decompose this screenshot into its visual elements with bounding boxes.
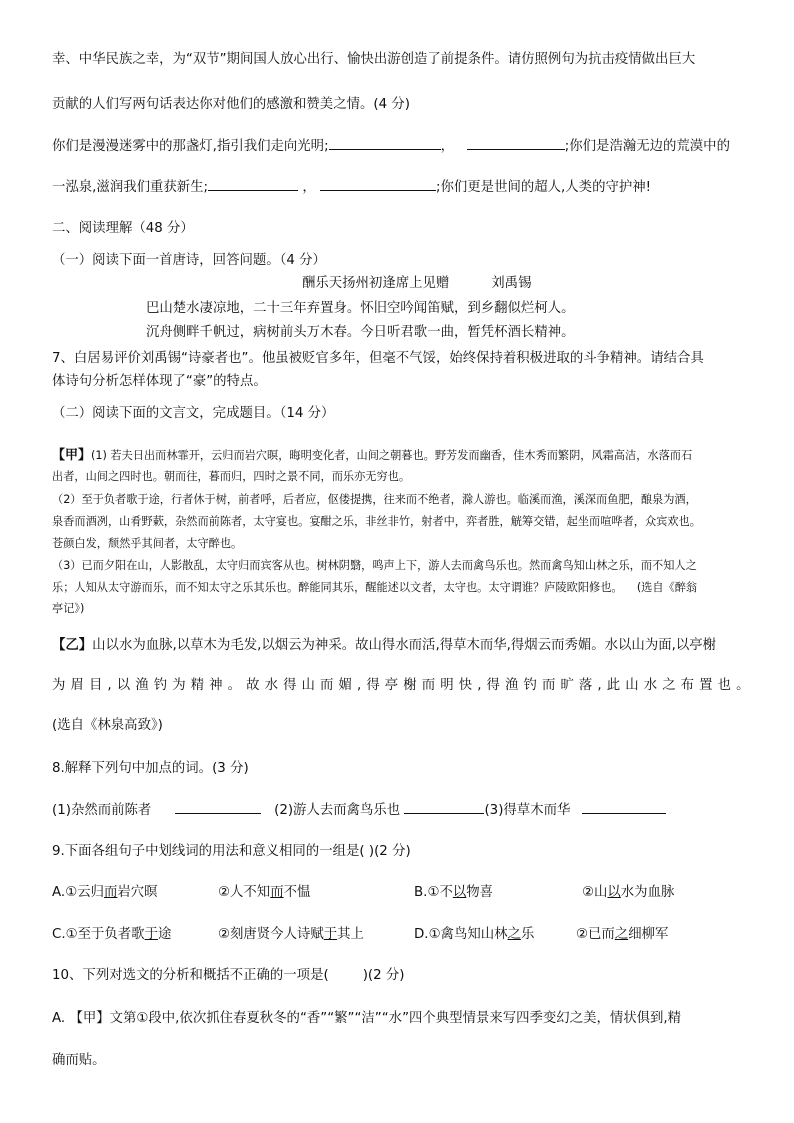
q9-option-d-2: ②已而之细柳军 [576, 927, 669, 942]
intro-line-1: 幸、中华民族之幸，为“双节”期间国人放心出行、愉快出游创造了前提条件。请仿照例句为抗击疫情做出巨大 [52, 52, 696, 67]
q9-option-c-2: ②刻唐贤今人诗赋于其上 [218, 927, 364, 942]
intro-line-4 [52, 178, 750, 197]
jia-p3-line-1: （3）已而夕阳在山，人影散乱，太守归而宾客从也。树林阴翳，鸣声上下，游人去而禽鸟乐也。然而禽鸟知山林之乐，而不知人之 [52, 559, 697, 572]
jia-p1-line-2: 出者，山间之四时也。朝而往，暮而归，四时之景不同，而乐亦无穷也。 [52, 470, 411, 483]
yi-label: 【乙】 [52, 638, 93, 653]
q9-option-c[interactable]: C.①至于负者歌于途 [52, 927, 172, 942]
poem-title: 酬乐天扬州初逢席上见赠 [302, 276, 450, 291]
answer-blank-1[interactable] [329, 137, 441, 150]
yi-source: (选自《林泉高致》) [52, 718, 163, 733]
q9-option-a[interactable]: A.①云归而岩穴暝 [52, 885, 158, 900]
q8-blank-3[interactable] [582, 801, 666, 814]
poem-line-1: 巴山楚水凄凉地，二十三年弃置身。怀旧空吟闻笛赋，到乡翻似烂柯人。 [146, 301, 575, 316]
q8-item-2: (2)游人去而禽鸟乐也 [274, 803, 401, 818]
jia-p1-line-1-text: (1) 若夫日出而林霏开，云归而岩穴暝，晦明变化者，山间之朝暮也。野芳发而幽香，佳木秀而繁阴，风霜高洁，水落而石 [91, 449, 693, 462]
yi-line-1-text: 山以水为血脉,以草木为毛发,以烟云为神采。故山得水而活,得草木而华,得烟云而秀媚。水以山为面,以亭榭 [92, 638, 717, 653]
jia-p3-line-2 [52, 580, 750, 596]
answer-blank-2[interactable] [467, 137, 565, 150]
q8-blank-2[interactable] [404, 801, 484, 814]
jia-p2-line-2: 泉香而酒冽，山肴野蔌，杂然而前陈者，太守宴也。宴酣之乐，非丝非竹，射者中，弈者胜，觥筹交错，起坐而喧哗者，众宾欢也。 [52, 515, 701, 528]
q8-items [52, 801, 750, 820]
intro-line-3a: 你们是漫漫迷雾中的那盏灯,指引我们走向光明; [52, 139, 329, 154]
yi-line-2: 为眉目,以渔钓为精神。故水得山而媚,得亭榭而明快,得渔钓而旷落,此山水之布置也。 [52, 678, 750, 693]
jia-source: (选自《醉翁 [636, 581, 698, 594]
q7-line-1: 7、白居易评价刘禹锡“诗豪者也”。他虽被贬官多年，但毫不气馁，始终保持着积极进取的斗争精神。请结合具 [52, 351, 704, 366]
q9-option-d[interactable]: D.①禽鸟知山林之乐 [414, 927, 535, 942]
q9-stem: 9.下面各组句子中划线词的用法和意义相同的一组是( )(2 分) [52, 844, 411, 859]
jia-p3-line-3: 亭记》) [52, 602, 85, 615]
poem-title-row [302, 275, 750, 293]
q8-item-1: (1)杂然而前陈者 [52, 803, 152, 818]
poem-line-2: 沉舟侧畔千帆过，病树前头万木春。今日听君歌一曲，暂凭杯酒长精神。 [146, 325, 575, 340]
q10-option-a-line-2: 确而贴。 [52, 1053, 106, 1068]
jia-p2-line-3: 苍颜白发，颓然乎其间者，太守醉也。 [52, 537, 243, 550]
q8-blank-1[interactable] [175, 801, 261, 814]
q10-option-a-line-1: A. 【甲】文第①段中,依次抓住春夏秋冬的“香”“繁”“洁”“水”四个典型情景来写四季变幻之美，情状俱到,精 [52, 1011, 682, 1026]
jia-p1-line-1 [52, 448, 750, 464]
intro-line-2: 贡献的人们写两句话表达你对他们的感激和赞美之情。(4 分) [52, 97, 410, 112]
part-1-heading: （一）阅读下面一首唐诗，回答问题。（4 分） [52, 253, 326, 268]
answer-blank-3[interactable] [208, 178, 298, 191]
yi-line-1 [52, 637, 750, 655]
jia-p2-line-1: （2）至于负者歌于途，行者休于树，前者呼，后者应，伛偻提携，往来而不绝者，滁人游也。临溪而渔，溪深而鱼肥，酿泉为酒， [52, 493, 697, 506]
intro-line-4b: ， [302, 180, 316, 195]
q10-stem-b: )(2 分) [362, 968, 405, 983]
q7-line-2: 体诗句分析怎样体现了“豪”的特点。 [52, 374, 267, 389]
answer-blank-4[interactable] [320, 178, 436, 191]
q8-item-3: (3)得草木而华 [484, 803, 571, 818]
jia-p3-line-2-text: 乐；人知从太守游而乐，而不知太守之乐其乐也。醉能同其乐，醒能述以文者，太守也。太守谓谁？庐陵欧阳修也。 [52, 581, 623, 594]
intro-line-3c: ;你们是浩瀚无边的荒漠中的 [564, 139, 730, 154]
intro-line-4c: ;你们更是世间的超人,人类的守护神! [436, 180, 651, 195]
q9-option-a-2: ②人不知而不愠 [218, 885, 311, 900]
q10-stem-a: 10、下列对选文的分析和概括不正确的一项是( [52, 968, 329, 983]
intro-line-4a: 一泓泉,滋润我们重获新生; [52, 180, 209, 195]
poem-author: 刘禹锡 [491, 276, 532, 291]
jia-label: 【甲】 [52, 448, 92, 463]
part-2-heading: （二）阅读下面的文言文，完成题目。（14 分） [52, 406, 335, 421]
q9-option-b-2: ②山以水为血脉 [582, 885, 675, 900]
section-2-heading: 二、阅读理解（48 分） [52, 221, 194, 236]
q8-stem: 8.解释下列句中加点的词。(3 分) [52, 761, 249, 776]
q10-stem [52, 967, 750, 985]
q9-option-b[interactable]: B.①不以物喜 [414, 885, 494, 900]
intro-line-3 [52, 137, 750, 156]
intro-line-3b: ， [440, 139, 454, 154]
